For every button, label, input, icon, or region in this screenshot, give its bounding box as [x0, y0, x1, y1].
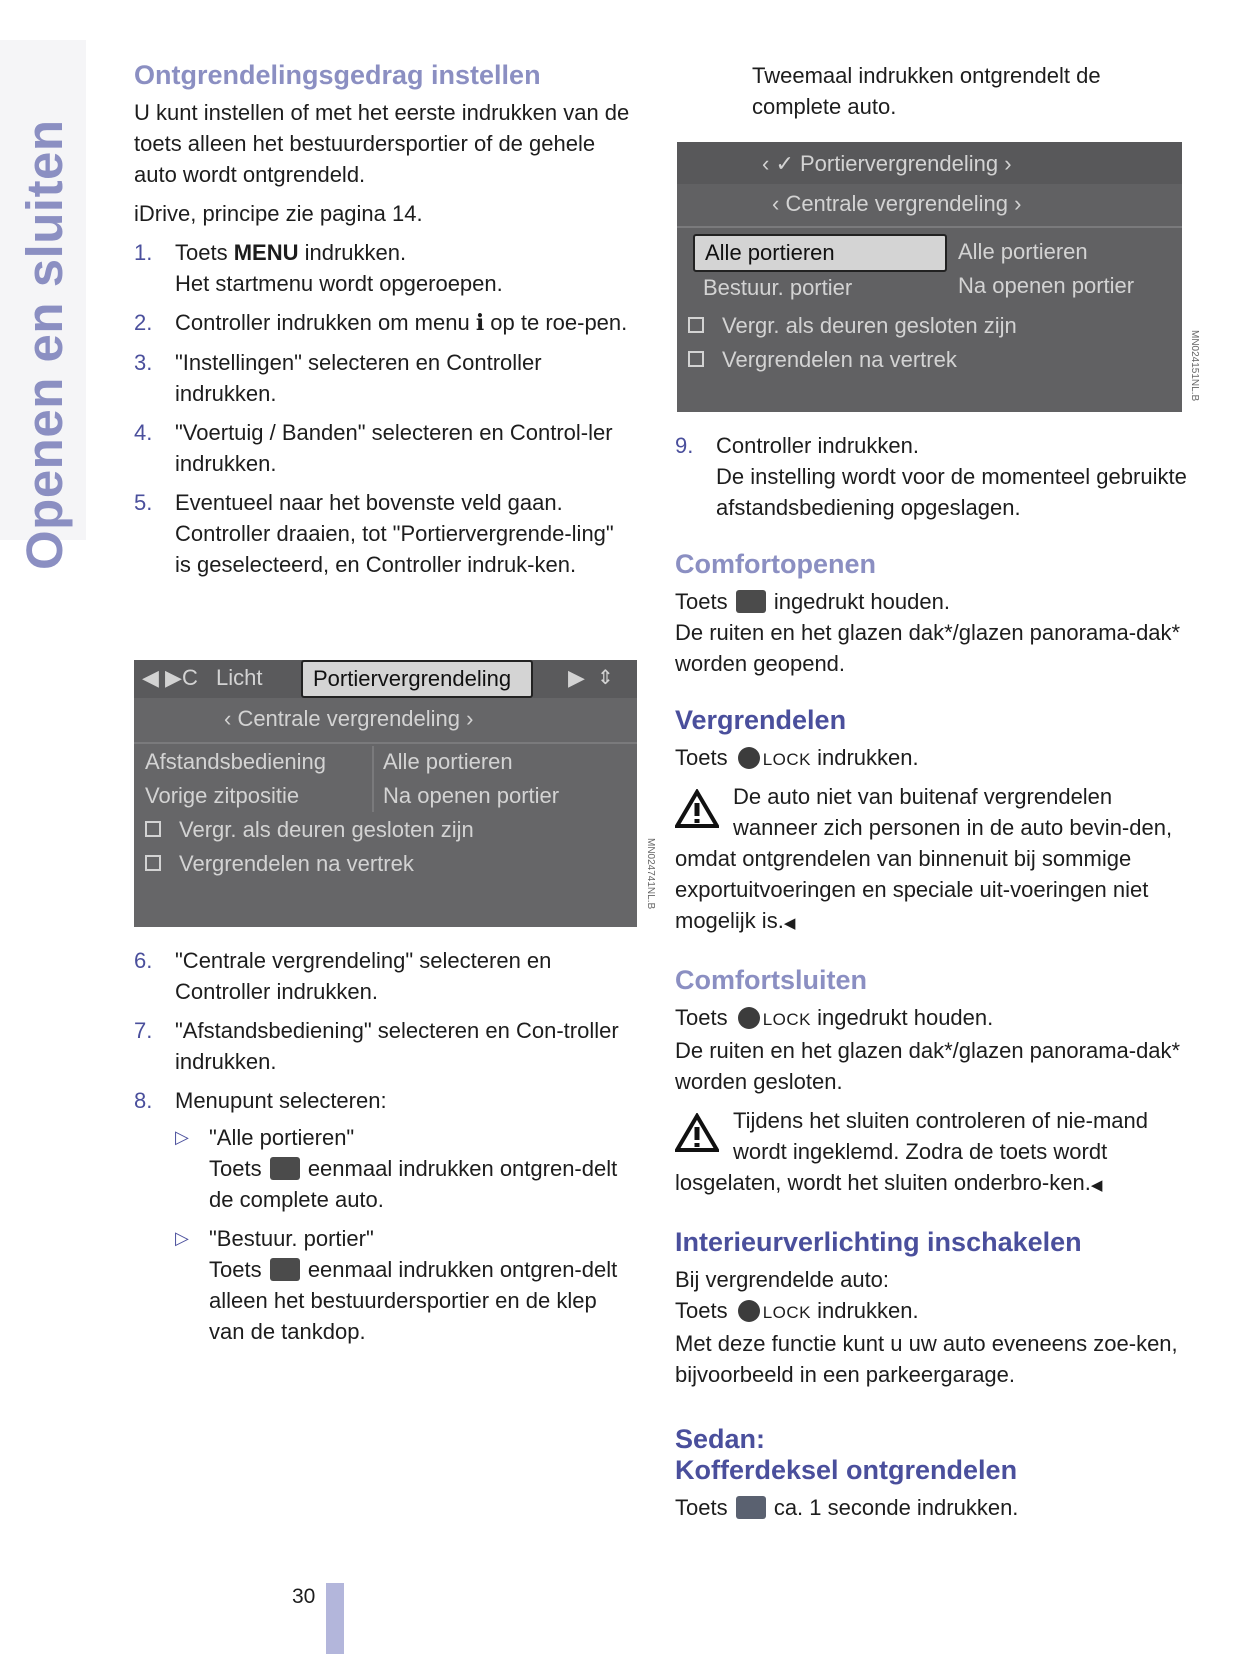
list-item: 9. Controller indrukken. De instelling wordt voor de momenteel gebruikte afstandsbediening opgeslagen. [675, 433, 1187, 520]
list-item: 4. "Voertuig / Banden" selecteren en Control-ler indrukken. [134, 420, 613, 476]
heading-interieurverlichting: Interieurverlichting inschakelen [675, 1227, 1082, 1257]
triangle-icon: ▷ [175, 1228, 189, 1248]
lock-button-icon [738, 747, 760, 769]
info-menu-icon: i [475, 310, 485, 336]
warning-block: De auto niet van buitenaf vergrendelen wanneer zich personen in de auto bevin-den, omdat ontgrendelen van binnenuit bij sommige exportuitvoeringen en speciale uit-voeringen niet mogelijk is.◀ [675, 784, 1173, 933]
sub-item-bestuur-portier: ▷ "Bestuur. portier" Toets eenmaal indrukken ontgren-delt alleen het bestuurdersportier en de klep van de tankdop. [175, 1223, 634, 1347]
list-item: 8. Menupunt selecteren: ▷ "Alle portieren" Toets eenmaal indrukken ontgren-delt de complete auto. ▷ "Bestuur. portier" Toets eenmaal indrukken ontgren-delt alleen het bestuurdersportier en de klep van de tankdop. [134, 1085, 634, 1347]
list-item: 6. "Centrale vergrendeling" selecteren en Controller indrukken. [134, 948, 552, 1004]
sub-item-alle-portieren: ▷ "Alle portieren" Toets eenmaal indrukken ontgren-delt de complete auto. [175, 1122, 634, 1215]
end-marker-icon: ◀ [783, 915, 796, 932]
heading-sedan: Sedan: [675, 1424, 766, 1454]
checkbox-icon [688, 317, 704, 333]
right-column-top [752, 60, 1192, 122]
list-item: 7. "Afstandsbediening" selecteren en Con-troller indrukken. [134, 1018, 619, 1074]
side-tab [0, 40, 86, 570]
heading-ontgrendelingsgedrag: Ontgrendelingsgedrag instellen [134, 60, 541, 90]
checkbox-vergr-vertrek: Vergrendelen na vertrek [145, 848, 414, 880]
intro-text: U kunt instellen of met het eerste indrukken van de toets alleen het bestuurdersportier of de gehele auto wordt ontgrendeld. [134, 100, 630, 187]
lock-button-icon [738, 1007, 760, 1029]
unlock-key-icon [736, 590, 766, 613]
checkbox-icon [145, 821, 161, 837]
option-alle-portieren: Alle portieren [383, 749, 513, 774]
list-item: 1. Toets MENU indrukken. Het startmenu wordt opgeroepen. [134, 240, 503, 296]
checkbox-vergr-deuren: Vergr. als deuren gesloten zijn [688, 310, 1017, 342]
end-marker-icon: ◀ [1090, 1177, 1103, 1194]
checkbox-vergr-deuren: Vergr. als deuren gesloten zijn [145, 814, 474, 846]
image-code: MN024741NL.B [645, 838, 656, 910]
warning-block: Tijdens het sluiten controleren of nie-mand wordt ingeklemd. Zodra de toets wordt losgelaten, wordt het sluiten onderbro-ken.◀ [675, 1108, 1148, 1195]
checkbox-vergr-vertrek: Vergrendelen na vertrek [688, 344, 957, 376]
image-code: MN024151NL.B [1189, 330, 1200, 402]
submenu-title: ‹ Centrale vergrendeling › [224, 706, 474, 731]
list-item: 2. Controller indrukken om menu i op te roe-pen. [134, 310, 628, 336]
option-alle-portieren-selected: Alle portieren [693, 234, 947, 272]
tab-previous: ◀ ▶C [142, 665, 198, 690]
left-column-lower [134, 945, 634, 1355]
scroll-icon: ⇕ [597, 667, 614, 689]
warning-icon [675, 1113, 719, 1153]
row-vorige-zitpositie: Vorige zitpositie [145, 783, 300, 808]
section-title: Openen en sluiten [16, 119, 73, 570]
option-alle-portieren: Alle portieren [958, 239, 1088, 264]
warning-icon [675, 789, 719, 829]
steps-list-2 [134, 945, 634, 1347]
tab-next: ▶ [568, 665, 585, 690]
unlock-key-icon [270, 1258, 300, 1281]
row-bestuur-portier: Bestuur. portier [703, 275, 853, 300]
idrive-screen-centrale-vergrendeling [677, 142, 1182, 412]
section-comfortsluiten: Comfortsluiten Toets LOCK ingedrukt houden. De ruiten en het glazen dak*/glazen panorama-dak* worden gesloten. Tijdens het sluiten controleren of nie-mand wordt ingeklemd. Zodra de toets wordt losgelaten, wordt het sluiten onderbro-ken.◀ [675, 965, 1195, 1201]
left-column [134, 60, 634, 588]
page-marker-bar [326, 1583, 344, 1654]
tab-licht: Licht [216, 665, 263, 690]
right-column [675, 430, 1195, 1523]
page-number: 30 [292, 1585, 316, 1608]
row-afstandsbediening: Afstandsbediening [145, 749, 327, 774]
steps-list [134, 237, 634, 580]
option-na-openen-portier: Na openen portier [958, 273, 1135, 298]
checkbox-icon [688, 351, 704, 367]
list-item: 5. Eventueel naar het bovenste veld gaan. Controller draaien, tot "Portiervergrende-ling" is geselecteerd, en Controller indruk-ken. [134, 490, 614, 577]
list-item: 3. "Instellingen" selecteren en Controller indrukken. [134, 350, 542, 406]
idrive-reference: iDrive, principe zie pagina 14. [134, 201, 423, 226]
unlock-key-icon [270, 1157, 300, 1180]
checkbox-icon [145, 855, 161, 871]
triangle-icon: ▷ [175, 1127, 189, 1147]
lock-button-icon [738, 1300, 760, 1322]
section-interieurverlichting: Interieurverlichting inschakelen Bij vergrendelde auto: Toets LOCK indrukken. Met deze functie kunt u uw auto eveneens zoe-ken, bijvoorbeeld in een parkeergarage. [675, 1227, 1195, 1390]
sub-list [175, 1122, 634, 1347]
section-comfortopenen: Comfortopenen Toets ingedrukt houden. De ruiten en het glazen dak*/glazen panorama-dak* worden geopend. [675, 549, 1195, 679]
idrive-screen-portiervergrendeling [134, 660, 637, 927]
continuation-text: Tweemaal indrukken ontgrendelt de complete auto. [752, 63, 1101, 119]
submenu-title: ‹ Centrale vergrendeling › [772, 191, 1022, 216]
heading-vergrendelen: Vergrendelen [675, 705, 847, 735]
tab-portiervergrendeling: Portiervergrendeling [301, 660, 533, 698]
section-vergrendelen: Vergrendelen Toets LOCK indrukken. De auto niet van buitenaf vergrendelen wanneer zich personen in de auto bevin-den, omdat ontgrendelen van binnenuit bij sommige exportuitvoeringen en speciale uit-voeringen niet mogelijk is.◀ [675, 705, 1195, 939]
option-na-openen-portier: Na openen portier [383, 783, 560, 808]
menu-title: ‹ ✓ Portiervergrendeling › [762, 151, 1012, 176]
heading-kofferdeksel: Kofferdeksel ontgrendelen [675, 1455, 1018, 1485]
step-9 [675, 430, 1195, 523]
section-sedan-kofferdeksel: Sedan: Kofferdeksel ontgrendelen Toets ca. 1 seconde indrukken. [675, 1424, 1195, 1523]
heading-comfortopenen: Comfortopenen [675, 549, 876, 579]
menu-key-label: MENU [233, 240, 299, 265]
trunk-key-icon [736, 1496, 766, 1519]
heading-comfortsluiten: Comfortsluiten [675, 965, 867, 995]
